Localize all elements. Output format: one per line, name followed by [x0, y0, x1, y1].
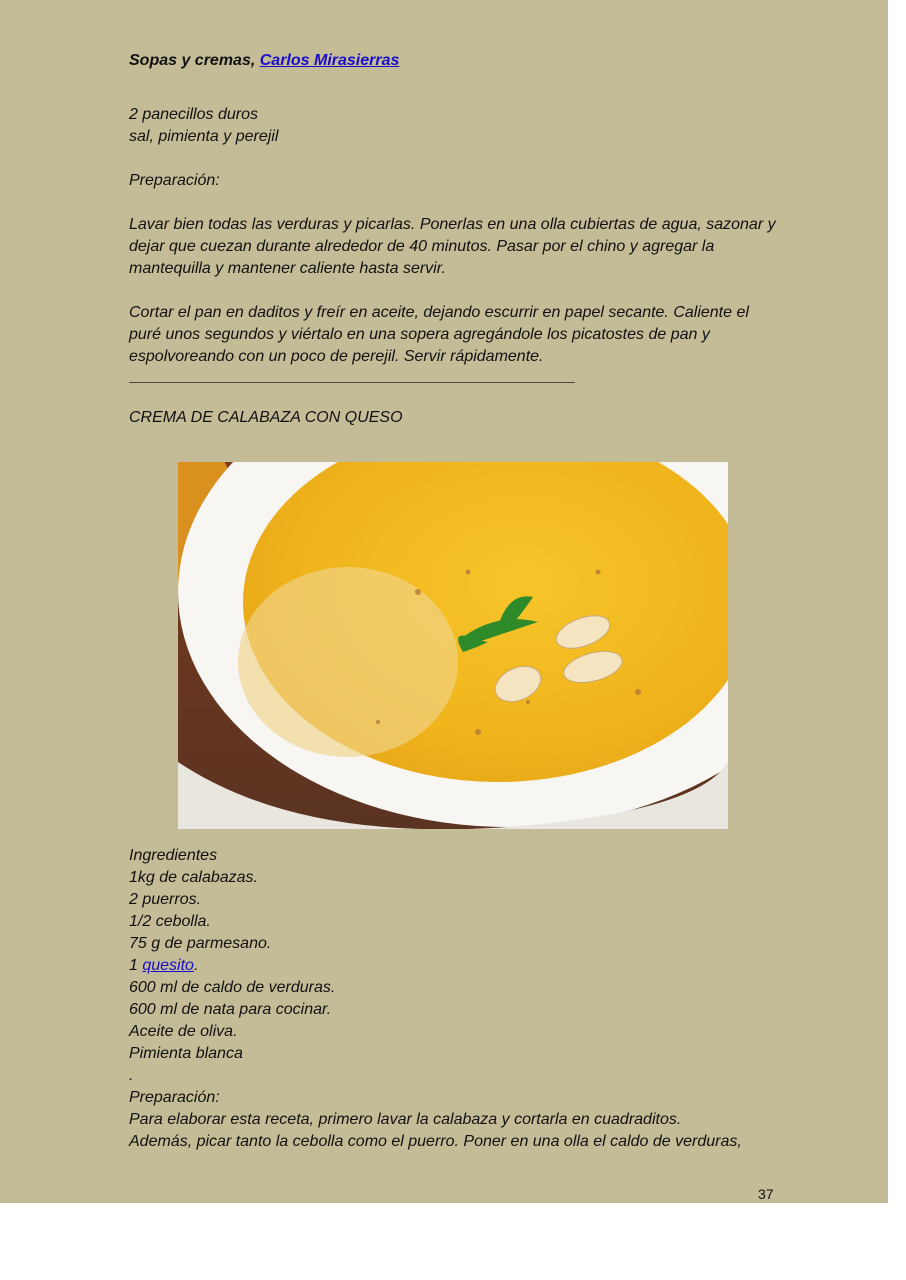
dot-line: .	[129, 1067, 134, 1084]
ingredient-line: 2 panecillos duros	[129, 106, 258, 123]
ingredient-line: 1/2 cebolla.	[129, 913, 211, 930]
soup-photo	[178, 462, 728, 829]
prep-title: Preparación:	[129, 1089, 220, 1106]
prep-line: Para elaborar esta receta, primero lavar la calabaza y cortarla en cuadraditos.	[129, 1111, 682, 1128]
author-link[interactable]: Carlos Mirasierras	[259, 52, 400, 69]
ingredient-line: 600 ml de nata para cocinar.	[129, 1001, 332, 1018]
ingredient-line: 2 puerros.	[129, 891, 202, 908]
ingredient-line: 600 ml de caldo de verduras.	[129, 979, 336, 996]
prep-paragraph: Cortar el pan en daditos y freír en aceite, dejando escurrir en papel secante. Caliente el puré unos segundos y viértalo en una sopera agregándole los picatostes de pan y espolvoreando con un poco de perejil. Servir rápidamente.	[129, 304, 749, 365]
ingredient-line: 1kg de calabazas.	[129, 869, 258, 886]
ingredient-line: Pimienta blanca	[129, 1045, 243, 1062]
soup-illustration	[178, 462, 728, 829]
prep-paragraph: Lavar bien todas las verduras y picarlas. Ponerlas en una olla cubiertas de agua, sazonar y dejar que cuezan durante alrededor de 40 minutos. Pasar por el chino y agregar la mantequilla y mantener caliente hasta servir.	[129, 216, 776, 277]
page-number: 37	[758, 1186, 774, 1202]
ingredients-title: Ingredientes	[129, 847, 218, 864]
ingredient-line: 75 g de parmesano.	[129, 935, 272, 952]
section-title: Sopas y cremas,	[129, 52, 256, 69]
ingredient-line: sal, pimienta y perejil	[129, 128, 279, 145]
prep-line: Además, picar tanto la cebolla como el puerro. Poner en una olla el caldo de verduras,	[129, 1133, 742, 1150]
page-header	[129, 50, 779, 72]
ingredient-line-quesito: 1 quesito.	[129, 957, 199, 974]
recipe-title: CREMA DE CALABAZA CON QUESO	[129, 409, 403, 426]
ingredient-line: Aceite de oliva.	[129, 1023, 238, 1040]
quesito-link[interactable]: quesito	[142, 957, 194, 974]
prep-title: Preparación:	[129, 172, 220, 189]
